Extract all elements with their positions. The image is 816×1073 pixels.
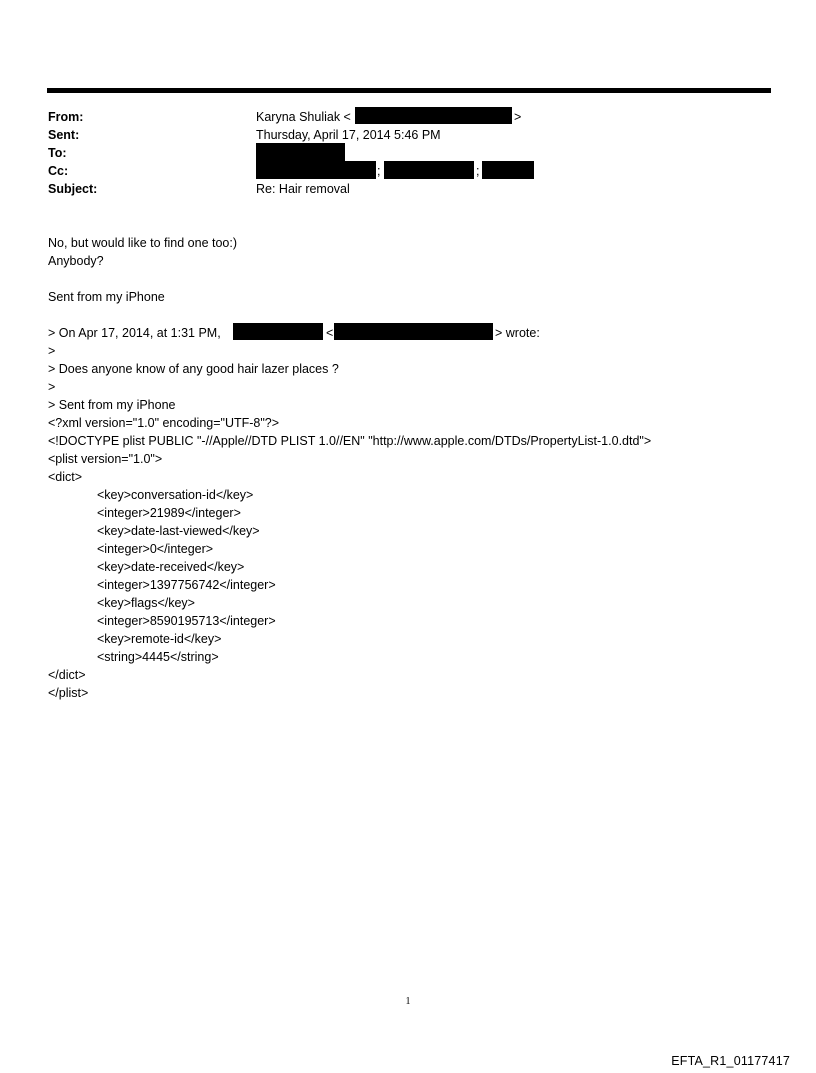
quote-marker-2: > [48, 380, 56, 394]
xml-line: <dict> [48, 470, 83, 484]
xml-line: <integer>21989</integer> [97, 506, 241, 520]
xml-line: </plist> [48, 686, 89, 700]
xml-line: <key>date-received</key> [97, 560, 245, 574]
quote-intro-bracket: < [326, 326, 334, 340]
quote-question: > Does anyone know of any good hair lazer places ? [48, 362, 339, 376]
xml-line: <string>4445</string> [97, 650, 219, 664]
xml-line: <integer>0</integer> [97, 542, 214, 556]
redaction-cc-2 [384, 161, 474, 179]
to-label: To: [48, 146, 67, 160]
redaction-quote-email [334, 323, 493, 340]
sent-value: Thursday, April 17, 2014 5:46 PM [256, 128, 441, 142]
xml-line: <integer>1397756742</integer> [97, 578, 276, 592]
subject-value: Re: Hair removal [256, 182, 350, 196]
redaction-from-email [355, 107, 512, 124]
quote-sent-from: > Sent from my iPhone [48, 398, 176, 412]
xml-line: </dict> [48, 668, 86, 682]
quote-intro-wrote: > wrote: [495, 326, 540, 340]
xml-line: <?xml version="1.0" encoding="UTF-8"?> [48, 416, 280, 430]
from-close-bracket: > [514, 110, 522, 124]
xml-line: <key>date-last-viewed</key> [97, 524, 260, 538]
cc-label: Cc: [48, 164, 69, 178]
page-number: 1 [405, 996, 411, 1007]
subject-label: Subject: [48, 182, 98, 196]
sent-from-signature: Sent from my iPhone [48, 290, 165, 304]
redaction-quote-name [233, 323, 323, 340]
cc-separator-2: ; [476, 164, 480, 178]
redaction-cc-3 [482, 161, 534, 179]
body-line-2: Anybody? [48, 254, 104, 268]
redaction-to [256, 143, 345, 161]
xml-line: <key>remote-id</key> [97, 632, 222, 646]
xml-line: <key>flags</key> [97, 596, 195, 610]
from-name: Karyna Shuliak < [256, 110, 351, 124]
body-line-1: No, but would like to find one too:) [48, 236, 238, 250]
document-id: EFTA_R1_01177417 [671, 1054, 790, 1068]
cc-separator-1: ; [377, 164, 381, 178]
xml-line: <key>conversation-id</key> [97, 488, 254, 502]
xml-line: <plist version="1.0"> [48, 452, 163, 466]
redaction-cc-1 [256, 161, 376, 179]
from-label: From: [48, 110, 84, 124]
xml-line: <!DOCTYPE plist PUBLIC "-//Apple//DTD PLIST 1.0//EN" "http://www.apple.com/DTDs/PropertyList-1.0.dtd"> [48, 434, 652, 448]
sent-label: Sent: [48, 128, 80, 142]
header-rule [47, 88, 771, 93]
quote-intro: > On Apr 17, 2014, at 1:31 PM, [48, 326, 221, 340]
xml-line: <integer>8590195713</integer> [97, 614, 276, 628]
quote-marker-1: > [48, 344, 56, 358]
